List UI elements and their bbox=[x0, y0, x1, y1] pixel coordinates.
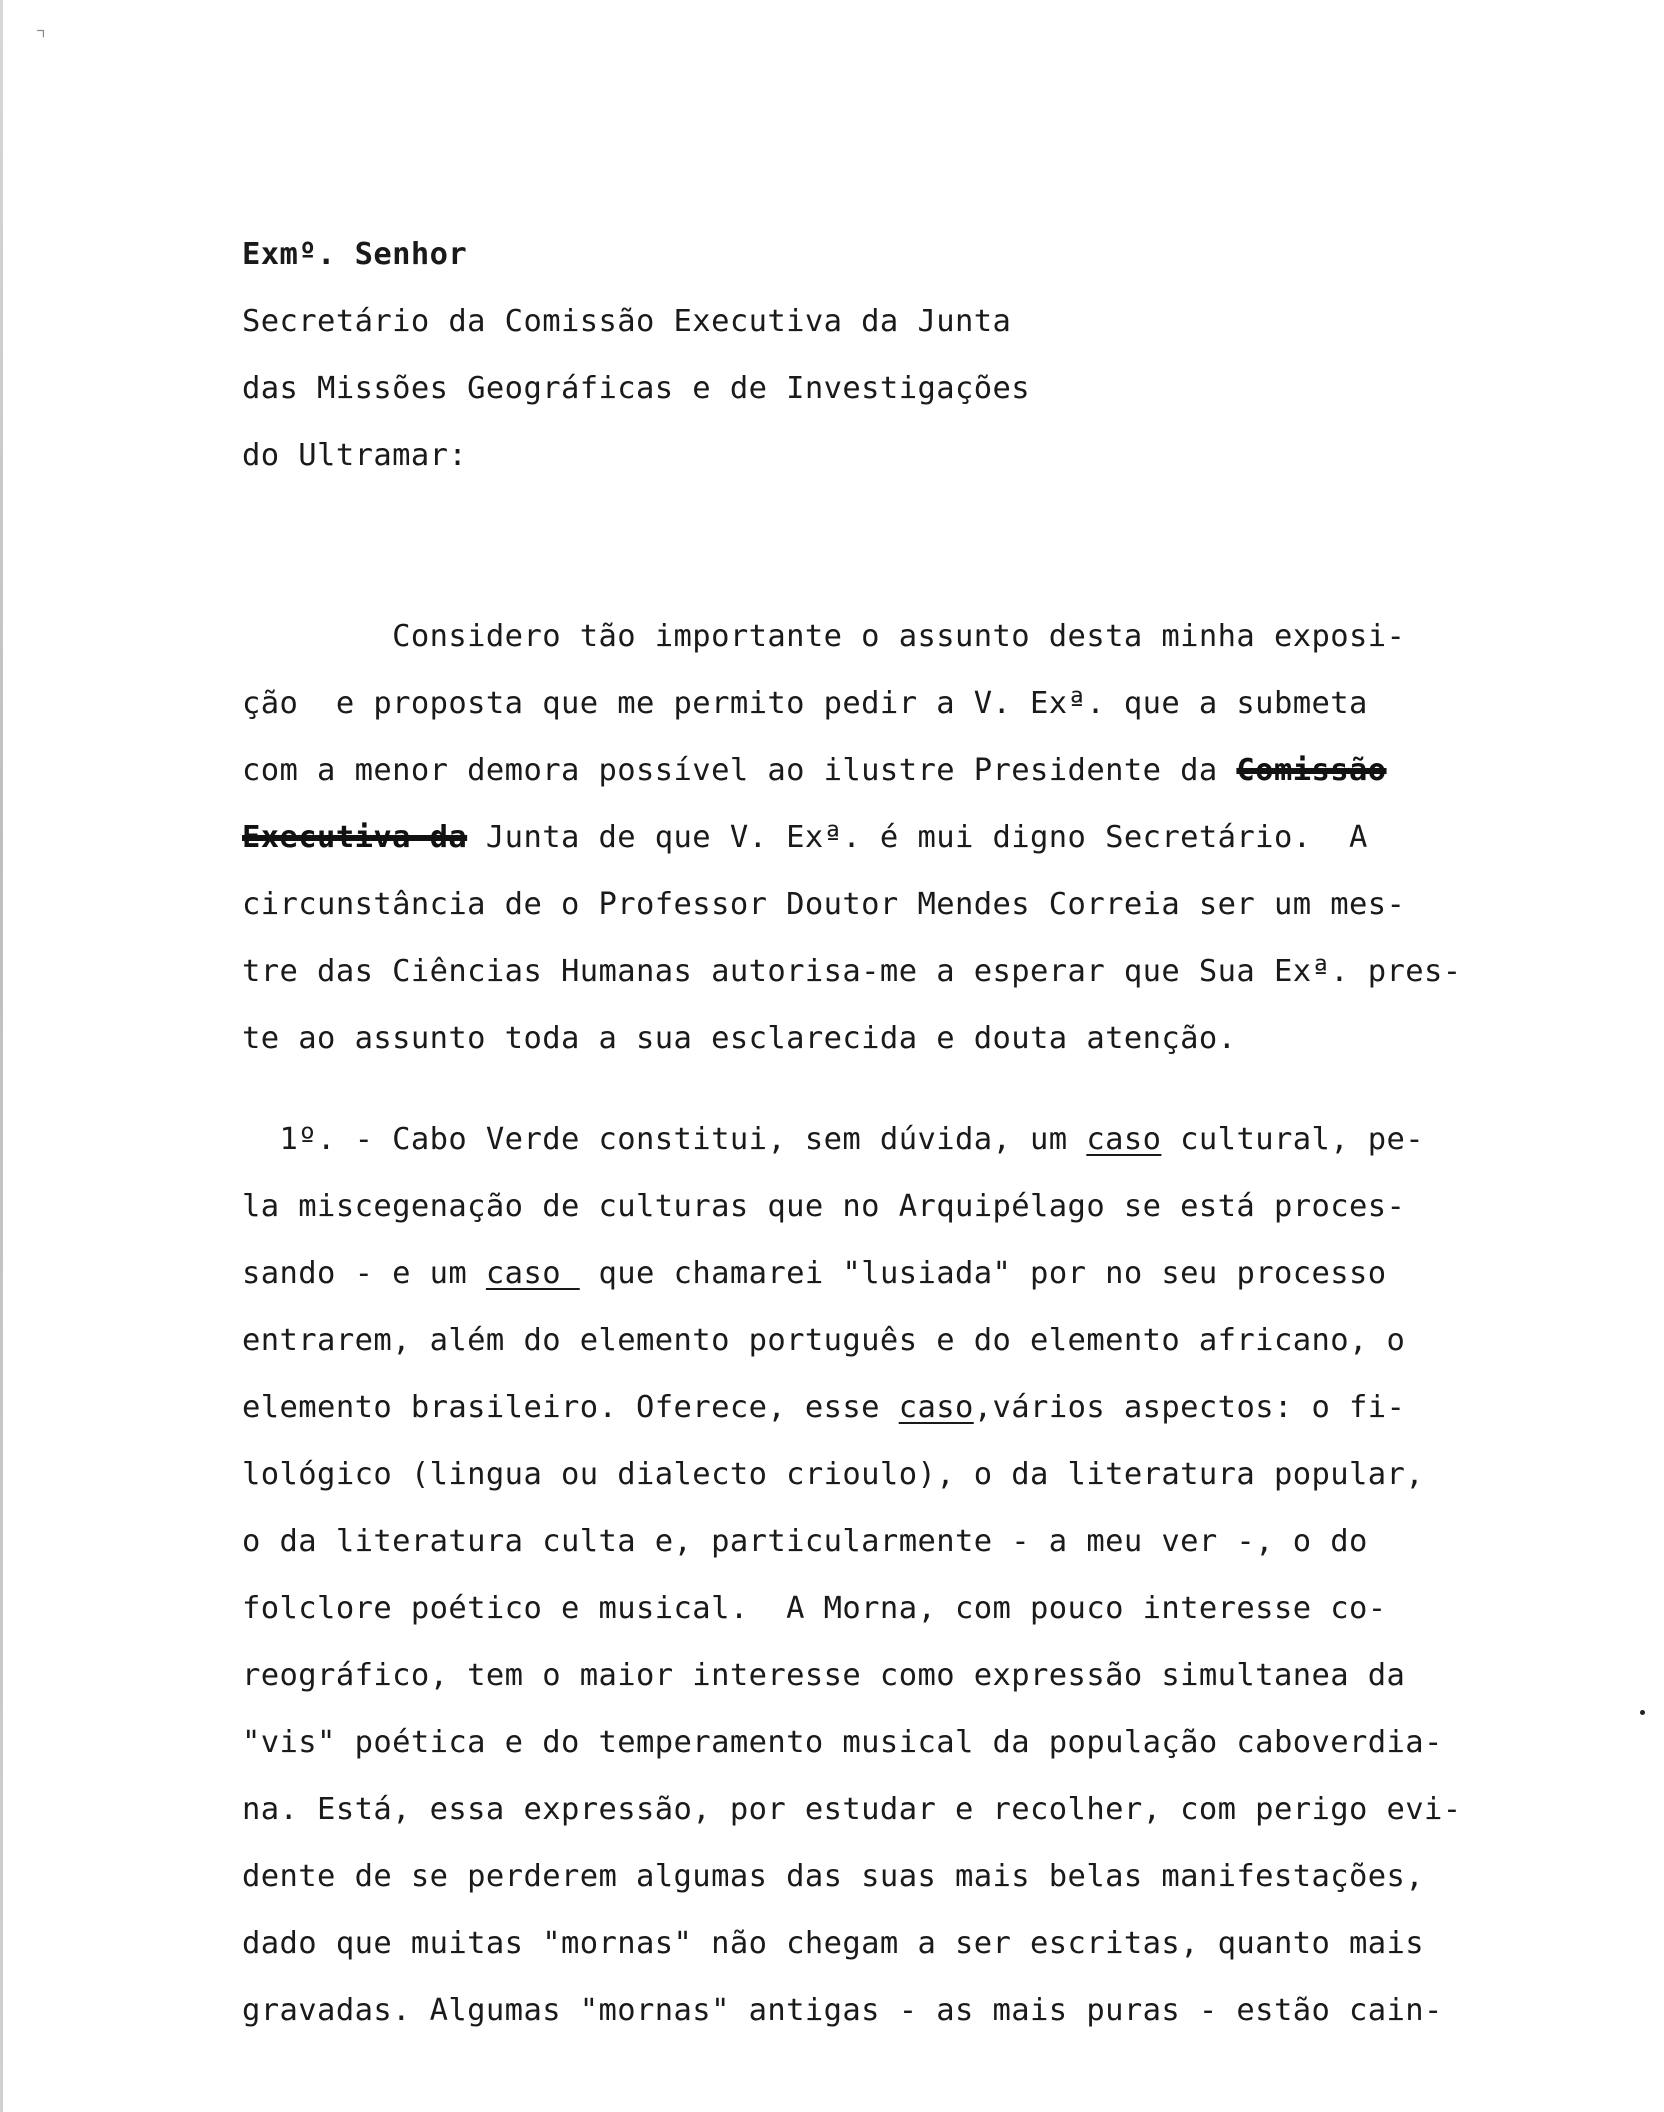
para1-line-14: gravadas. Algumas "mornas" antigas - as mais puras - estão cain- bbox=[242, 1993, 1443, 2028]
para1-line-5-a: elemento brasileiro. Oferece, esse bbox=[242, 1390, 899, 1425]
para1-line-5-c: ,vários aspectos: o fi- bbox=[973, 1390, 1406, 1425]
para1-line-3-c: que chamarei "lusiada" por no seu processo bbox=[579, 1256, 1387, 1291]
intro-line-4 bbox=[242, 818, 1368, 858]
para1-line-7: o da literatura culta e, particularmente - a meu ver -, o do bbox=[242, 1524, 1368, 1559]
struck-words-executiva-da: Executiva da bbox=[242, 820, 468, 855]
intro-line-6: tre das Ciências Humanas autorisa-me a esperar que Sua Exª. pres- bbox=[242, 954, 1462, 989]
para1-line-1-a: 1º. - Cabo Verde constitui, sem dúvida, um bbox=[242, 1122, 1087, 1157]
para1-line-9: reográfico, tem o maior interesse como expressão simultanea da bbox=[242, 1658, 1406, 1693]
salutation-name: Senhor bbox=[354, 237, 468, 272]
intro-line-1: Considero tão importante o assunto desta minha exposi- bbox=[242, 619, 1406, 654]
intro-line-7: te ao assunto toda a sua esclarecida e douta atenção. bbox=[242, 1021, 1237, 1056]
struck-word-comissao: Comissão bbox=[1236, 753, 1387, 788]
salutation-title: Exmº. bbox=[242, 237, 336, 272]
para1-line-3-a: sando - e um bbox=[242, 1256, 486, 1291]
para1-line-11: na. Está, essa expressão, por estudar e recolher, com perigo evi- bbox=[242, 1792, 1462, 1827]
scan-corner-mark: ⌝ bbox=[34, 26, 48, 51]
underlined-caso-2: caso bbox=[485, 1256, 580, 1291]
scan-speck bbox=[1640, 1710, 1645, 1715]
intro-line-3-text: com a menor demora possível ao ilustre Presidente da bbox=[242, 753, 1237, 788]
para1-line-13: dado que muitas "mornas" não chegam a ser escritas, quanto mais bbox=[242, 1926, 1425, 1961]
intro-line-2: ção e proposta que me permito pedir a V. Exª. que a submeta bbox=[242, 686, 1368, 721]
intro-line-5: circunstância de o Professor Doutor Mendes Correia ser um mes- bbox=[242, 887, 1406, 922]
para1-line-4: entrarem, além do elemento português e do elemento africano, o bbox=[242, 1323, 1406, 1358]
para1-line-10: "vis" poética e do temperamento musical da população caboverdia- bbox=[242, 1725, 1443, 1760]
para1-line-5 bbox=[242, 1388, 1405, 1428]
intro-line-4-text: Junta de que V. Exª. é mui digno Secretário. A bbox=[467, 820, 1368, 855]
para1-line-1-c: cultural, pe- bbox=[1161, 1122, 1425, 1157]
salutation bbox=[242, 235, 467, 275]
address-line-1: Secretário da Comissão Executiva da Junta bbox=[242, 304, 1012, 339]
address-line-3: do Ultramar: bbox=[242, 438, 468, 473]
intro-line-3 bbox=[242, 751, 1387, 791]
para1-line-3 bbox=[242, 1254, 1387, 1294]
para1-line-8: folclore poético e musical. A Morna, com pouco interesse co- bbox=[242, 1591, 1387, 1626]
para1-line-1 bbox=[242, 1120, 1424, 1160]
underlined-caso-1: caso bbox=[1086, 1122, 1162, 1157]
address-line-2: das Missões Geográficas e de Investigações bbox=[242, 371, 1031, 406]
underlined-caso-3: caso bbox=[898, 1390, 974, 1425]
para1-line-12: dente de se perderem algumas das suas mais belas manifestações, bbox=[242, 1859, 1425, 1894]
para1-line-6: lológico (lingua ou dialecto crioulo), o da literatura popular, bbox=[242, 1457, 1425, 1492]
scan-edge bbox=[0, 0, 3, 2112]
para1-line-2: la miscegenação de culturas que no Arquipélago se está proces- bbox=[242, 1189, 1406, 1224]
